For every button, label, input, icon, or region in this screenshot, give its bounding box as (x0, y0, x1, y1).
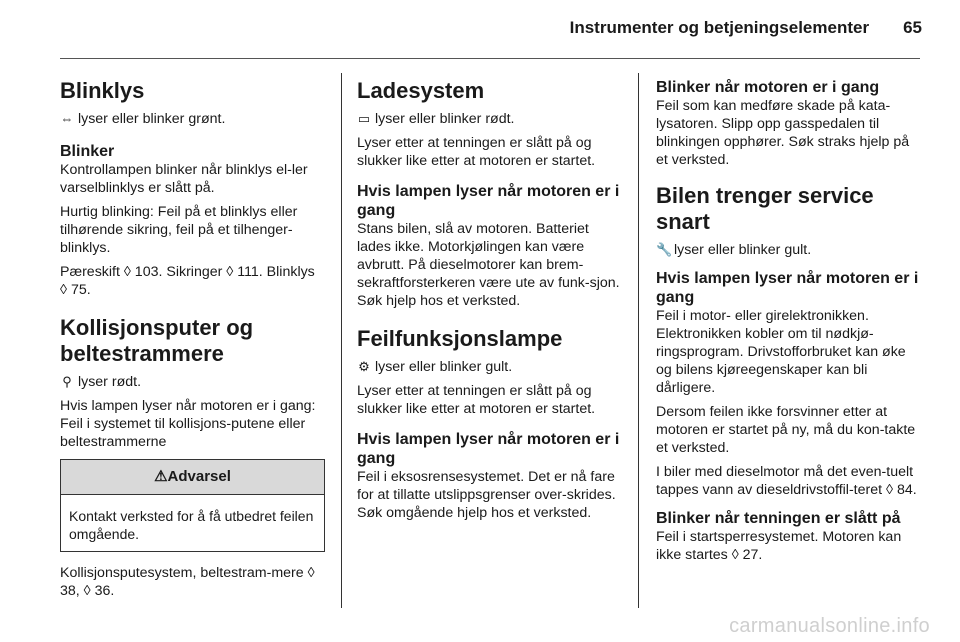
blinker-text-1: Kontrollampen blinker når blinklys el-ler varselblinklys er slått på. (60, 162, 308, 196)
column-2 (357, 78, 622, 528)
page-header (570, 18, 922, 38)
service-text-3: I biler med dieselmotor må det even-tuelt tappes vann av dieseldrivstoffil-teret ◊ 84. (656, 464, 917, 498)
feil-status (357, 358, 622, 376)
heading-lade-hvis: Hvis lampen lyser når motoren er i gang (357, 183, 620, 219)
feil-hvis-text: Feil i eksosrensesystemet. Det er nå fare for at tillatte utslippsgrenser over-skrides. Søk omgående hjelp hos et verksted. (357, 469, 616, 521)
kollisjon-status-text: lyser rødt. (77, 374, 142, 390)
blinklys-status-text: lyser eller blinker grønt. (77, 111, 226, 127)
service-text-1: Feil i motor- eller girelektronikken. Elektronikken kobler om til nødkjø-ringsprogram. Drivstofforbruket kan øke og bilens kjøreegenskaper kan bli dårligere. (656, 308, 906, 396)
battery-icon: ▭ (357, 111, 371, 126)
heading-service-hvis: Hvis lampen lyser når motoren er i gang (656, 270, 919, 306)
kollisjon-status (60, 373, 325, 391)
airbag-icon: ⚲ (62, 374, 72, 389)
header-divider (60, 58, 920, 59)
heading-blinker: Blinker (60, 143, 115, 160)
service-text-2: Dersom feilen ikke forsvinner etter at motoren er startet på ny, må du kon-takte et verksted. (656, 404, 916, 456)
wrench-icon: 🔧 (656, 242, 673, 257)
blinklys-status (60, 110, 325, 128)
watermark: carmanualsonline.info (729, 615, 930, 637)
page-number: 65 (903, 18, 922, 37)
heading-service: Bilen trenger service snart (656, 183, 874, 234)
header-title: Instrumenter og betjeningselementer (569, 18, 870, 37)
heading-blinker-motor: Blinker når motoren er i gang (656, 79, 880, 96)
lade-hvis-text: Stans bilen, slå av motoren. Batteriet lades ikke. Motorkjølingen kan være avbrutt. På dieselmotorer kan brem-sekraftforsterkeren være ute av funk-sjon. Søk hjelp hos et verksted. (357, 221, 620, 309)
column-divider-1 (341, 73, 342, 608)
warning-text: Kontakt verksted for å få utbedret feilen omgående. (69, 508, 314, 542)
lade-status-text: lyser eller blinker rødt. (374, 111, 515, 127)
blinker-motor-text: Feil som kan medføre skade på kata-lysatoren. Slipp opp gasspedalen til blinkingen opphører. Søk straks hjelp på et verksted. (656, 98, 910, 168)
lade-status (357, 110, 622, 128)
service-status (656, 241, 921, 259)
kollisjon-text: Hvis lampen lyser når motoren er i gang: Feil i systemet til kollisjons-putene eller beltestrammerne (60, 398, 316, 450)
heading-tenning: Blinker når tenningen er slått på (656, 510, 901, 527)
warning-box (60, 459, 325, 552)
warning-header (61, 460, 324, 495)
blinker-references: Pæreskift ◊ 103. Sikringer ◊ 111. Blinklys ◊ 75. (60, 264, 315, 298)
feil-status-text: lyser eller blinker gult. (374, 359, 513, 375)
heading-kollisjonsputer: Kollisjonsputer og beltestrammere (60, 315, 254, 366)
kollisjon-references: Kollisjonsputesystem, beltestram-mere ◊ 38, ◊ 36. (60, 565, 315, 599)
heading-feilfunksjonslampe: Feilfunksjonslampe (357, 326, 563, 351)
heading-ladesystem: Ladesystem (357, 78, 485, 103)
tenning-text: Feil i startsperresystemet. Motoren kan ikke startes ◊ 27. (656, 529, 902, 563)
feil-text: Lyser etter at tenningen er slått på og slukker like etter at motoren er startet. (357, 383, 596, 417)
column-1 (60, 78, 325, 606)
turn-signal-icon: ⇔ (60, 111, 74, 126)
column-3 (656, 78, 921, 570)
column-divider-2 (638, 73, 639, 608)
lade-text: Lyser etter at tenningen er slått på og slukker like etter at motoren er startet. (357, 135, 596, 169)
service-status-text: lyser eller blinker gult. (673, 242, 812, 258)
warning-icon: ⚠ (154, 468, 168, 485)
warning-title: Advarsel (167, 468, 231, 485)
heading-blinklys: Blinklys (60, 78, 145, 103)
engine-icon: ⚙ (358, 359, 370, 374)
blinker-text-2: Hurtig blinking: Feil på et blinklys eller tilhørende sikring, feil på et tilhenger-blinklys. (60, 204, 298, 256)
heading-feil-hvis: Hvis lampen lyser når motoren er i gang (357, 431, 620, 467)
